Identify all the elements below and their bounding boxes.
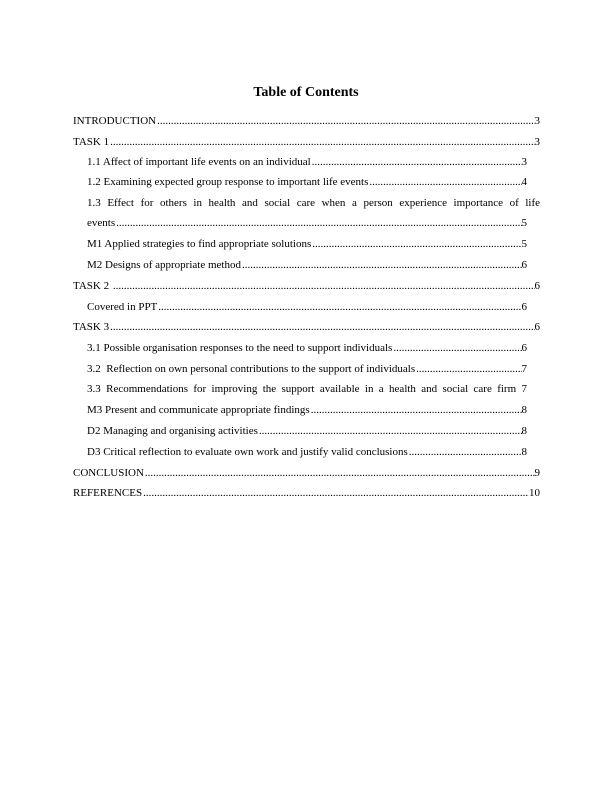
toc-entry-label: 1.1 Affect of important life events on an individual: [87, 156, 311, 168]
toc-leader: [416, 363, 521, 376]
toc-entry-page: 5: [521, 217, 527, 229]
toc-entry-page: 6: [521, 259, 527, 271]
toc-leader: [157, 115, 534, 128]
toc-entry-1-3-line1[interactable]: 1.3 Effect for others in health and social care when a person experience importance of life: [87, 197, 540, 209]
toc-leader: [369, 176, 521, 189]
toc-entry-3-1[interactable]: [87, 342, 527, 355]
toc-leader: [393, 342, 521, 355]
toc-leader: [116, 217, 521, 230]
toc-entry-page: 9: [534, 467, 540, 479]
toc-entry-label: D2 Managing and organising activities: [87, 425, 258, 437]
toc-leader: [259, 425, 522, 438]
toc-entry-page: 6: [534, 321, 540, 333]
toc-entry-introduction[interactable]: [73, 115, 540, 128]
toc-entry-page: 8: [521, 446, 527, 458]
toc-leader: [158, 301, 521, 314]
toc-entry-label: TASK 2: [73, 280, 112, 292]
toc-entry-d2[interactable]: [87, 425, 527, 438]
toc-leader: [242, 259, 522, 272]
toc-entry-task-1[interactable]: [73, 136, 540, 149]
toc-entry-references[interactable]: [73, 487, 540, 500]
toc-entry-label: 1.2 Examining expected group response to important life events: [87, 176, 369, 188]
toc-leader: [110, 136, 534, 149]
toc-entry-1-1[interactable]: [87, 156, 527, 169]
toc-entry-3-2[interactable]: [87, 363, 527, 376]
toc-entry-label: M2 Designs of appropriate method: [87, 259, 241, 271]
toc-entry-page: 3: [534, 136, 540, 148]
toc-leader: [113, 280, 535, 293]
toc-entry-page: 8: [521, 425, 527, 437]
toc-entry-label: M3 Present and communicate appropriate findings: [87, 404, 310, 416]
toc-entry-m1[interactable]: [87, 238, 527, 251]
toc-entry-m3[interactable]: [87, 404, 527, 417]
toc-entry-page: 6: [534, 280, 540, 292]
toc-leader: [312, 238, 521, 251]
toc-entry-label: CONCLUSION: [73, 467, 144, 479]
toc-leader: [311, 404, 522, 417]
toc-entry-label: TASK 1: [73, 136, 110, 148]
toc-title: Table of Contents: [253, 85, 359, 100]
toc-entry-1-2[interactable]: [87, 176, 527, 189]
toc-entry-3-3[interactable]: 3.3 Recommendations for improving the support available in a health and social care firm 7: [87, 383, 527, 395]
toc-leader: [145, 467, 535, 480]
toc-leader: [143, 487, 529, 500]
toc-entry-task-3[interactable]: [73, 321, 540, 334]
toc-entry-conclusion[interactable]: [73, 467, 540, 480]
toc-entry-label: TASK 3: [73, 321, 110, 333]
toc-leader: [110, 321, 534, 334]
toc-entry-label: 3.1 Possible organisation responses to the need to support individuals: [87, 342, 393, 354]
toc-entry-page: 7: [521, 363, 527, 375]
toc-entry-page: 5: [521, 238, 527, 250]
toc-leader: [409, 446, 522, 459]
toc-entry-page: 6: [521, 342, 527, 354]
toc-entry-covered-in-ppt[interactable]: [87, 301, 527, 314]
toc-entry-page: 4: [521, 176, 527, 188]
toc-entry-page: 8: [521, 404, 527, 416]
toc-entry-label: INTRODUCTION: [73, 115, 157, 127]
toc-entry-1-3-line2[interactable]: [87, 217, 527, 230]
toc-entry-page: 10: [529, 487, 540, 499]
toc-entry-label: M1 Applied strategies to find appropriate solutions: [87, 238, 312, 250]
toc-entry-label: events: [87, 217, 116, 229]
toc-entry-page: 3: [521, 156, 527, 168]
toc-entry-d3[interactable]: [87, 446, 527, 459]
toc-leader: [312, 156, 522, 169]
toc-entry-page: 6: [521, 301, 527, 313]
toc-entry-m2[interactable]: [87, 259, 527, 272]
toc-entry-page: 3: [534, 115, 540, 127]
toc-entry-label: D3 Critical reflection to evaluate own work and justify valid conclusions: [87, 446, 408, 458]
toc-entry-task-2[interactable]: [73, 280, 540, 293]
toc-entry-label: REFERENCES: [73, 487, 143, 499]
toc-entry-label: Covered in PPT: [87, 301, 158, 313]
toc-entry-label: 3.2 Reflection on own personal contributions to the support of individuals: [87, 363, 416, 375]
